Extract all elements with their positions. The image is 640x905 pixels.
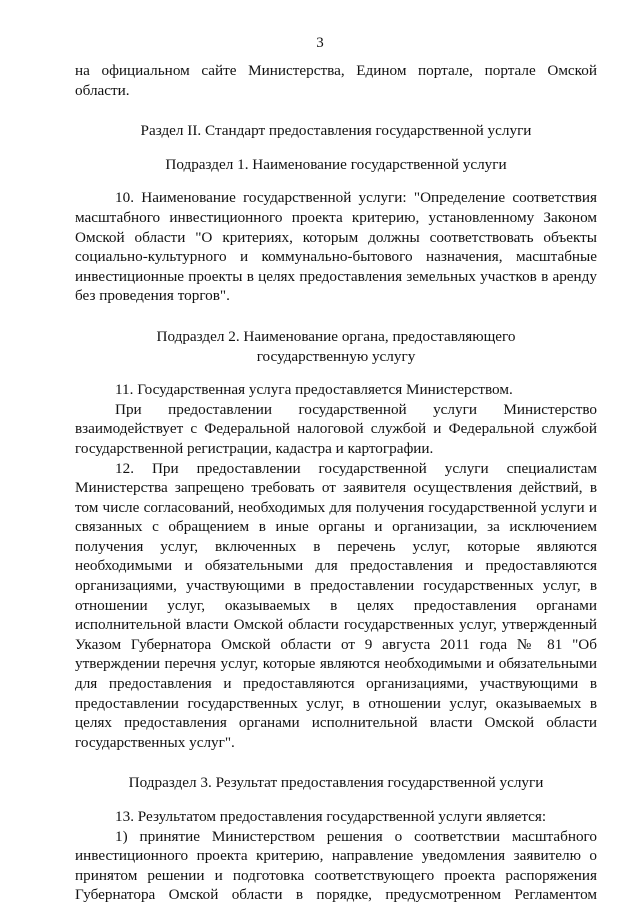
document-body: [75, 61, 597, 905]
paragraph-11: 11. Государственная услуга предоставляется Министерством.: [115, 381, 513, 399]
page-number: 3: [316, 35, 324, 51]
section-title: Раздел II. Стандарт предоставления государственной услуги: [140, 122, 532, 140]
subsection-1-title: Подраздел 1. Наименование государственной услуги: [165, 155, 507, 173]
subsection-2-title-line-1: Подраздел 2. Наименование органа, предоставляющего: [156, 327, 516, 345]
subsection-2-title-line-2: государственную услугу: [256, 347, 416, 365]
paragraph-13-item-1: 1) принятие Министерством решения о соответствии масштабного инвестиционного проекта критерию, направление уведомления заявителю о принятом решении и подготовка соответствующего проекта распоряжения Губернатора Омской области в порядке, предусмотренном Регламентом: [75, 827, 597, 904]
intro-paragraph: на официальном сайте Министерства, Едином портале, портале Омской области.: [75, 62, 597, 99]
paragraph-13: 13. Результатом предоставления государственной услуги является:: [115, 808, 547, 825]
paragraph-11-interaction: При предоставлении государственной услуги Министерство взаимодействует с Федеральной налоговой службой и Федеральной службой государственной регистрации, кадастра и картографии.: [75, 400, 597, 457]
paragraph-12: 12. При предоставлении государственной услуги специалистам Министерства запрещено требовать от заявителя осуществления действий, в том числе согласований, необходимых для получения государственной услуги и связанных с обращением в иные органы и организации, за исключением получения услуг, включенных в перечень услуг, которые являются необходимыми и обязательными для предоставления и предоставляются организациями, участвующими в предоставлении государственных услуг, в отношении услуг, оказываемых в целях предоставления органами исполнительной власти Омской области государственных услуг, утвержденный Указом Губернатора Омской области от 9 августа 2011 года № 81 "Об утверждении перечня услуг, которые являются необходимыми и обязательными для предоставления и предоставляются организациями, участвующими в предоставлении государственных услуг, в отношении услуг, оказываемых в целях предоставления органами исполнительной власти Омской области государственных услуг".: [75, 459, 597, 751]
paragraph-10: 10. Наименование государственной услуги: "Определение соответствия масштабного инвестиционного проекта критерию, установленному Законом Омской области "О критериях, которым должны соответствовать объекты социально-культурного и коммунально-бытового назначения, масштабные инвестиционные проекты в целях предоставления земельных участков в аренду без проведения торгов".: [75, 189, 597, 305]
subsection-3-title: Подраздел 3. Результат предоставления государственной услуги: [128, 774, 544, 792]
